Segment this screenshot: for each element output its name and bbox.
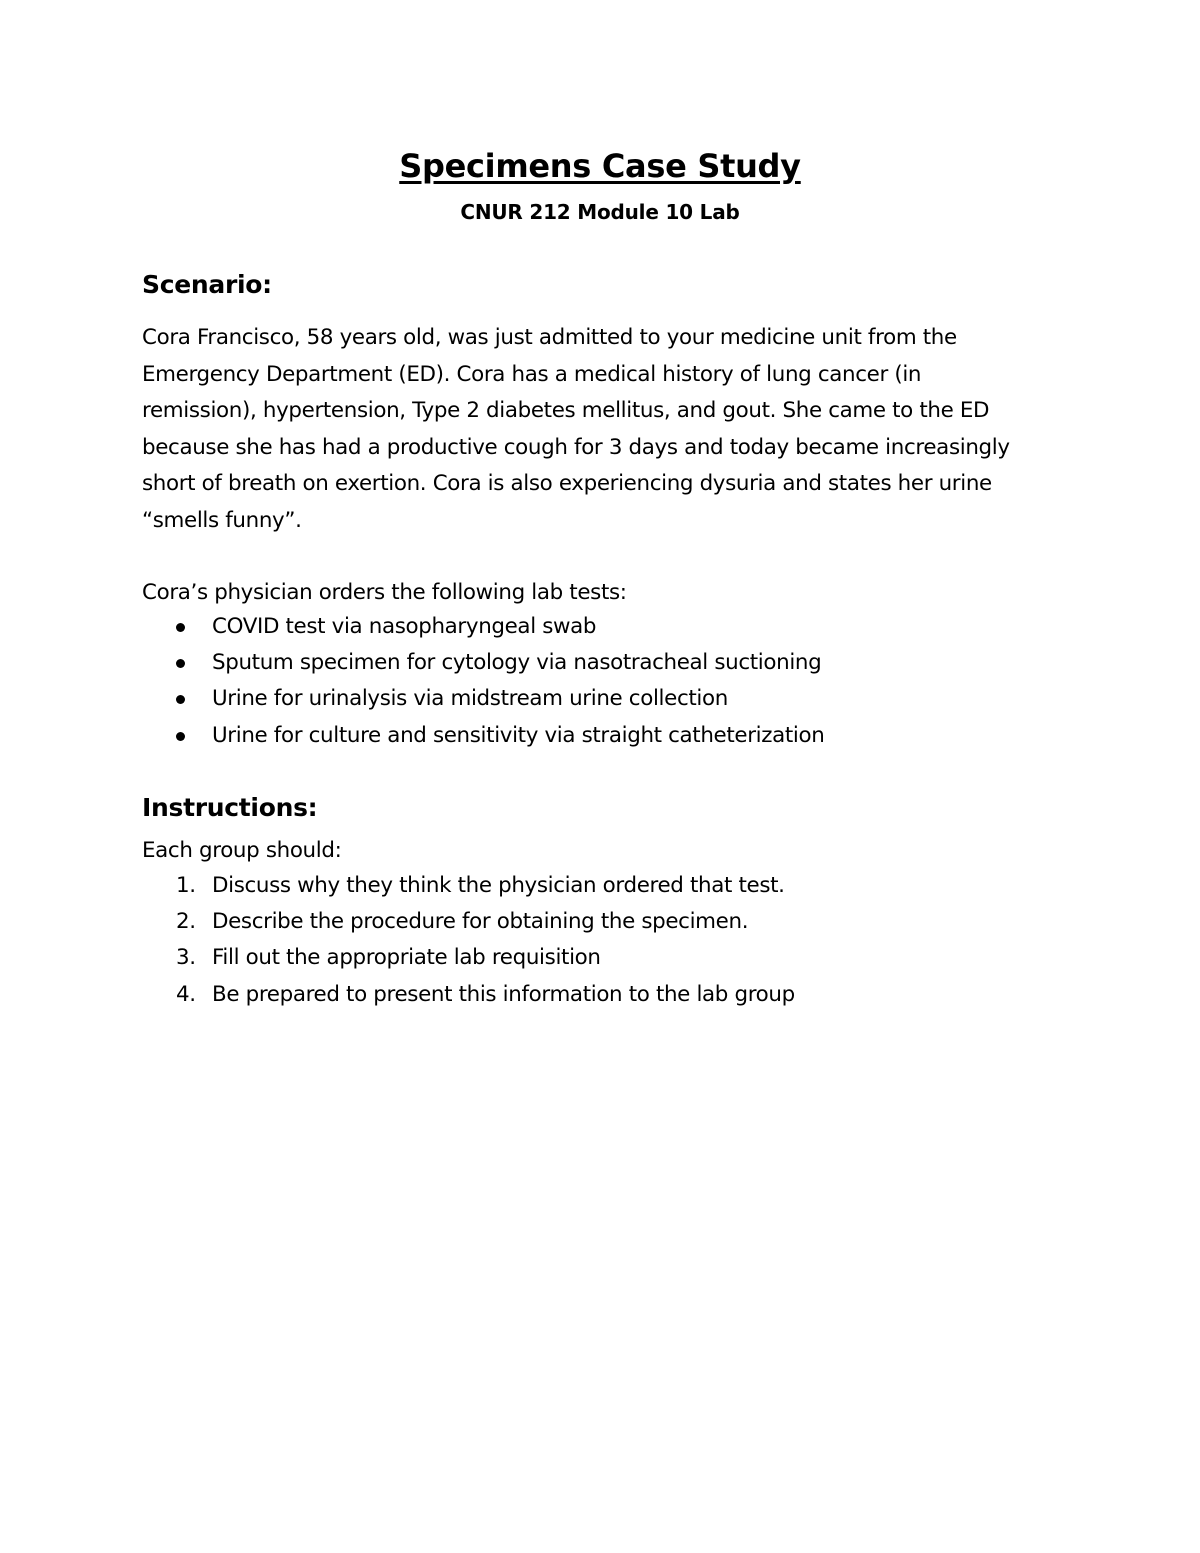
list-number: 1. bbox=[176, 873, 196, 898]
bullet-icon bbox=[176, 623, 185, 632]
scenario-line: “smells funny”. bbox=[142, 507, 302, 533]
list-item-text: COVID test via nasopharyngeal swab bbox=[212, 614, 597, 639]
list-item-text: Urine for urinalysis via midstream urine collection bbox=[212, 686, 728, 712]
scenario-line: remission), hypertension, Type 2 diabetes mellitus, and gout. She came to the ED bbox=[142, 398, 990, 423]
bullet-icon bbox=[176, 732, 185, 741]
list-item bbox=[142, 718, 824, 754]
list-item bbox=[142, 904, 795, 940]
list-item-text: Discuss why they think the physician ordered that test. bbox=[212, 873, 785, 898]
instructions-heading: Instructions: bbox=[142, 793, 318, 822]
scenario-line: Emergency Department (ED). Cora has a medical history of lung cancer (in bbox=[142, 361, 922, 387]
document-subtitle: CNUR 212 Module 10 Lab bbox=[460, 200, 740, 224]
lab-orders-list bbox=[142, 609, 824, 754]
instructions-intro: Each group should: bbox=[142, 838, 342, 863]
instructions-list bbox=[142, 868, 795, 1013]
list-item bbox=[142, 645, 824, 681]
list-item bbox=[142, 868, 795, 904]
list-number: 3. bbox=[176, 945, 196, 971]
list-item-text: Urine for culture and sensitivity via straight catheterization bbox=[212, 722, 825, 748]
document-title: Specimens Case Study bbox=[399, 147, 801, 185]
list-item-text: Describe the procedure for obtaining the specimen. bbox=[212, 909, 749, 935]
list-item-text: Be prepared to present this information to the lab group bbox=[212, 981, 795, 1007]
list-number: 4. bbox=[176, 981, 196, 1007]
scenario-line: short of breath on exertion. Cora is also experiencing dysuria and states her urine bbox=[142, 471, 992, 496]
scenario-heading: Scenario: bbox=[142, 270, 272, 299]
scenario-paragraph bbox=[142, 320, 1082, 539]
list-number: 2. bbox=[176, 909, 196, 935]
list-item bbox=[142, 977, 795, 1013]
orders-intro: Cora’s physician orders the following lab tests: bbox=[142, 580, 627, 605]
list-item bbox=[142, 609, 824, 645]
bullet-icon bbox=[176, 695, 185, 704]
bullet-icon bbox=[176, 659, 185, 668]
list-item bbox=[142, 681, 824, 717]
scenario-line: Cora Francisco, 58 years old, was just admitted to your medicine unit from the bbox=[142, 325, 957, 350]
list-item bbox=[142, 940, 795, 976]
list-item-text: Sputum specimen for cytology via nasotracheal suctioning bbox=[212, 650, 822, 676]
scenario-line: because she has had a productive cough for 3 days and today became increasingly bbox=[142, 434, 1010, 460]
list-item-text: Fill out the appropriate lab requisition bbox=[212, 945, 601, 971]
